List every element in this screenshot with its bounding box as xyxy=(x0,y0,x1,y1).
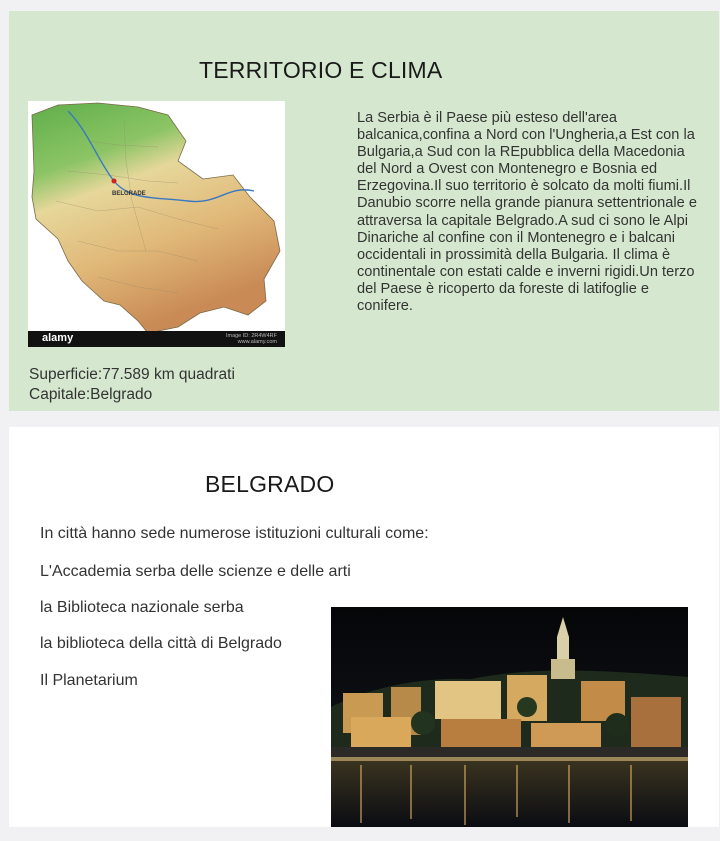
map-illustration xyxy=(28,101,285,347)
serbia-map-image xyxy=(28,101,285,347)
slide-territorio-clima xyxy=(9,11,719,411)
slide-title: TERRITORIO E CLIMA xyxy=(199,57,443,83)
institution-item: la Biblioteca nazionale serba xyxy=(40,599,244,616)
facts-block xyxy=(29,365,235,405)
map-watermark-text: Image ID: 2R4W4RF www.alamy.com xyxy=(225,333,277,345)
belgrade-skyline-illustration xyxy=(331,607,688,827)
institution-item: la biblioteca della città di Belgrado xyxy=(40,635,282,652)
map-watermark-bar xyxy=(28,331,285,347)
alamy-logo: alamy xyxy=(42,332,74,344)
institution-item: L'Accademia serba delle scienze e delle arti xyxy=(40,563,351,580)
slide-title: BELGRADO xyxy=(205,471,335,497)
capital-text: Capitale:Belgrado xyxy=(29,386,153,403)
slide-belgrado xyxy=(9,427,719,827)
area-text: Superficie:77.589 km quadrati xyxy=(29,366,235,383)
description-text: La Serbia è il Paese più esteso dell'area balcanica,confina a Nord con l'Ungheria,a Est con la Bulgaria,a Sud con la REpubblica della Macedonia del Nord a Ovest con Montenegro e Bosnia ed Erzegovina.Il suo territorio è solcato da molti fiumi.Il Danubio scorre nella grande pianura settentrionale e attraversa la capitale Belgrado.A sud ci sono le Alpi Dinariche al confine con il Montenegro e i balcani occidentali in prossimità della Bulgaria. Il clima è continentale con estati calde e inverni rigidi.Un terzo del Paese è ricoperto da foreste di latifoglie e conifere. xyxy=(357,110,697,315)
map-city-label: BELGRADE xyxy=(112,191,146,197)
institution-item: Il Planetarium xyxy=(40,672,138,689)
intro-text: In città hanno sede numerose istituzioni culturali come: xyxy=(40,525,429,542)
belgrade-night-photo xyxy=(331,607,688,827)
